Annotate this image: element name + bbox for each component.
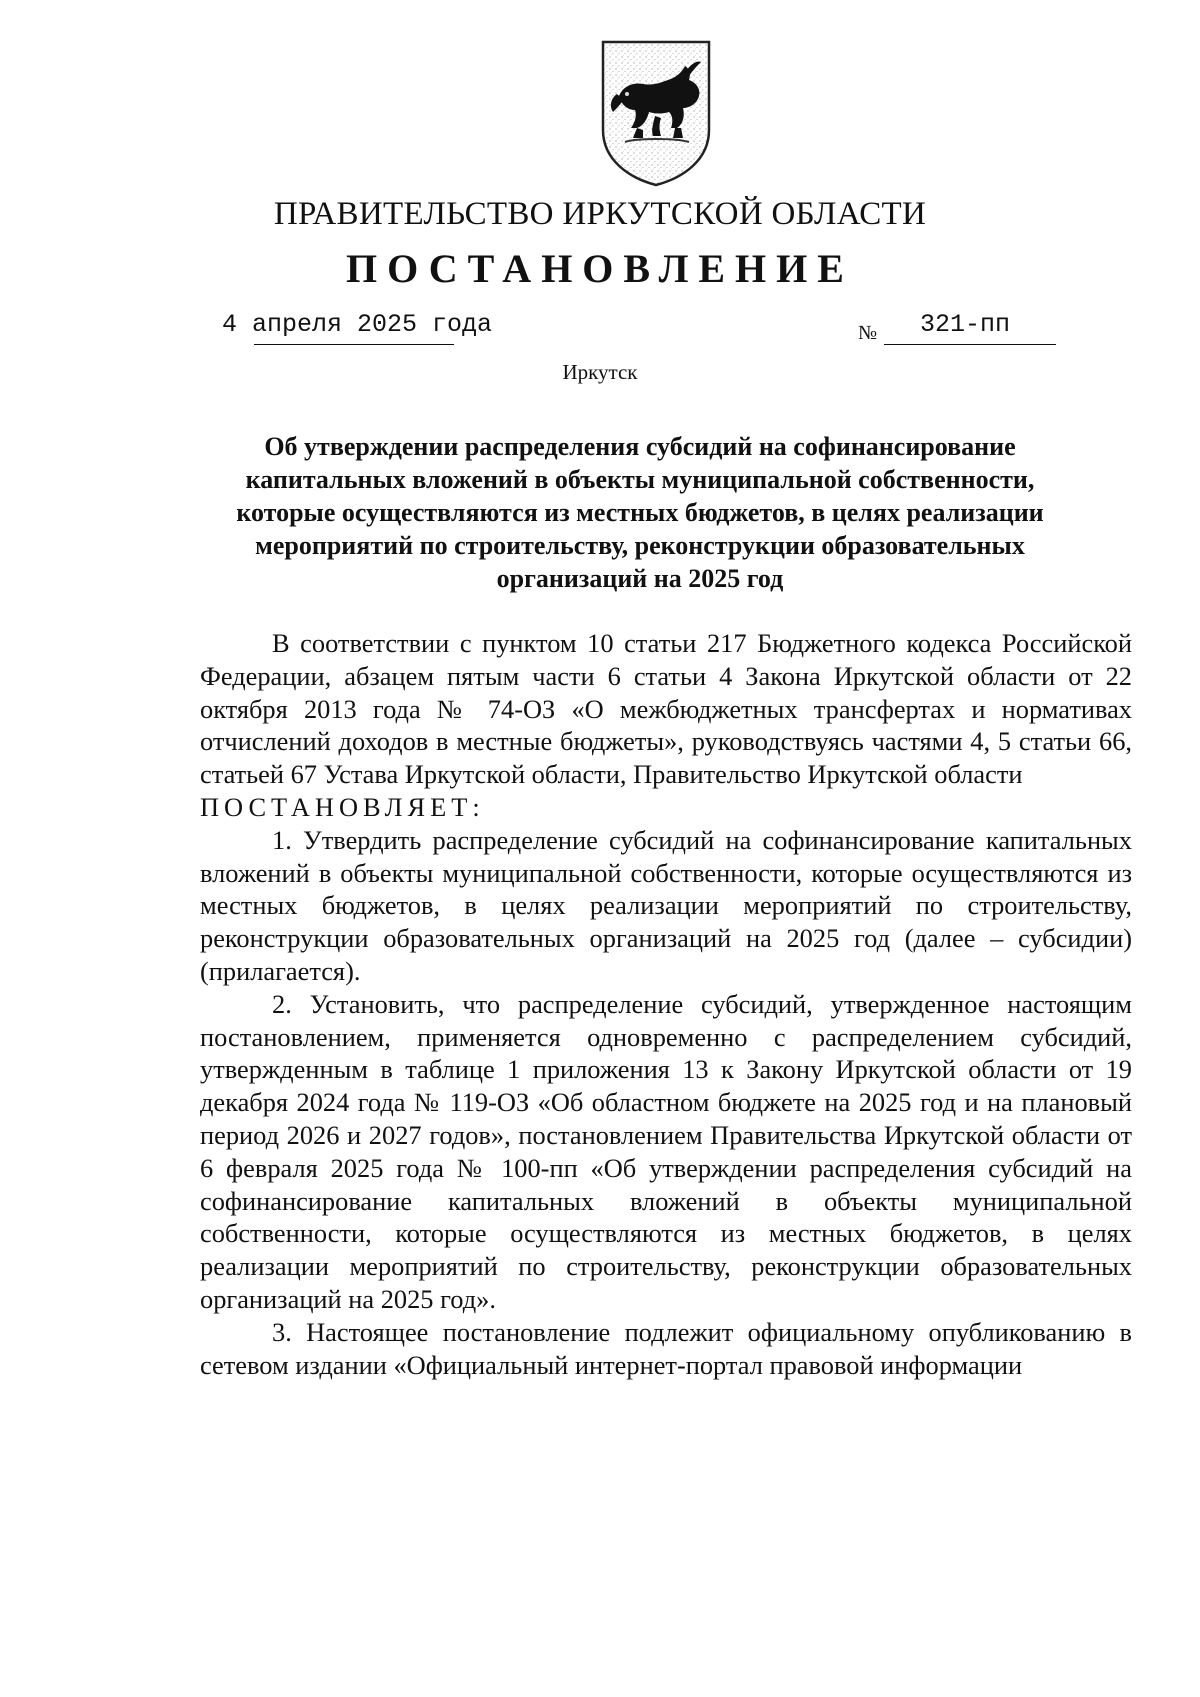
irkutsk-coat-of-arms-icon — [597, 38, 715, 188]
heading-line: капитальных вложений в объекты муниципальной собственности, — [245, 465, 1035, 494]
heading-line: мероприятий по строительству, реконструкции образовательных — [255, 531, 1025, 560]
document-heading — [200, 430, 1080, 595]
item-1-paragraph: 1. Утвердить распределение субсидий на софинансирование капитальных вложений в объекты муниципальной собственности, которые осуществляются из местных бюджетов, в целях реализации мероприятий по строительству, реконструкции образовательных организаций на 2025 год (далее – субсидии) (прилагается). — [200, 824, 1132, 986]
government-name: ПРАВИТЕЛЬСТВО ИРКУТСКОЙ ОБЛАСТИ — [273, 196, 927, 232]
document-date: 4 апреля 2025 года — [222, 310, 493, 339]
number-underline — [884, 344, 1056, 345]
heading-line: Об утверждении распределения субсидий на софинансирование — [264, 432, 1016, 461]
item-2-paragraph: 2. Установить, что распределение субсидий, утвержденное настоящим постановлением, применяется одновременно с распределением субсидий, утвержденным в таблице 1 приложения 13 к Закону Иркутской области от 19 декабря 2024 года № 119-ОЗ «Об областном бюджете на 2025 год и на плановый период 2026 и 2027 годов», постановлением Правительства Иркутской области от 6 февраля 2025 года № 100-пп «Об утверждении распределения субсидий на софинансирование капитальных вложений в объекты муниципальной собственности, которые осуществляются из местных бюджетов, в целях реализации мероприятий по строительству, реконструкции образовательных организаций на 2025 год». — [200, 988, 1132, 1314]
date-underline — [254, 344, 454, 345]
document-number: 321-пп — [920, 310, 1011, 339]
decree-word: ПОСТАНОВЛЯЕТ: — [200, 791, 485, 822]
heading-line: которые осуществляются из местных бюджетов, в целях реализации — [236, 498, 1044, 527]
preamble-paragraph: В соответствии с пунктом 10 статьи 217 Бюджетного кодекса Российской Федерации, абзацем пятым части 6 статьи 4 Закона Иркутской области от 22 октября 2013 года № 74-ОЗ «О межбюджетных трансфертах и нормативах отчислений доходов в местные бюджеты», руководствуясь частями 4, 5 статьи 66, статьей 67 Устава Иркутской области, Правительство Иркутской области — [200, 628, 1132, 790]
item-3-paragraph: 3. Настоящее постановление подлежит официальному опубликованию в сетевом издании «Официальный интернет-портал правовой информации — [200, 1316, 1132, 1380]
number-sign: № — [858, 322, 878, 344]
city: Иркутск — [562, 360, 638, 384]
heading-line: организаций на 2025 год — [496, 564, 784, 593]
document-type: ПОСТАНОВЛЕНИЕ — [346, 246, 854, 291]
document-body — [200, 627, 1132, 1381]
